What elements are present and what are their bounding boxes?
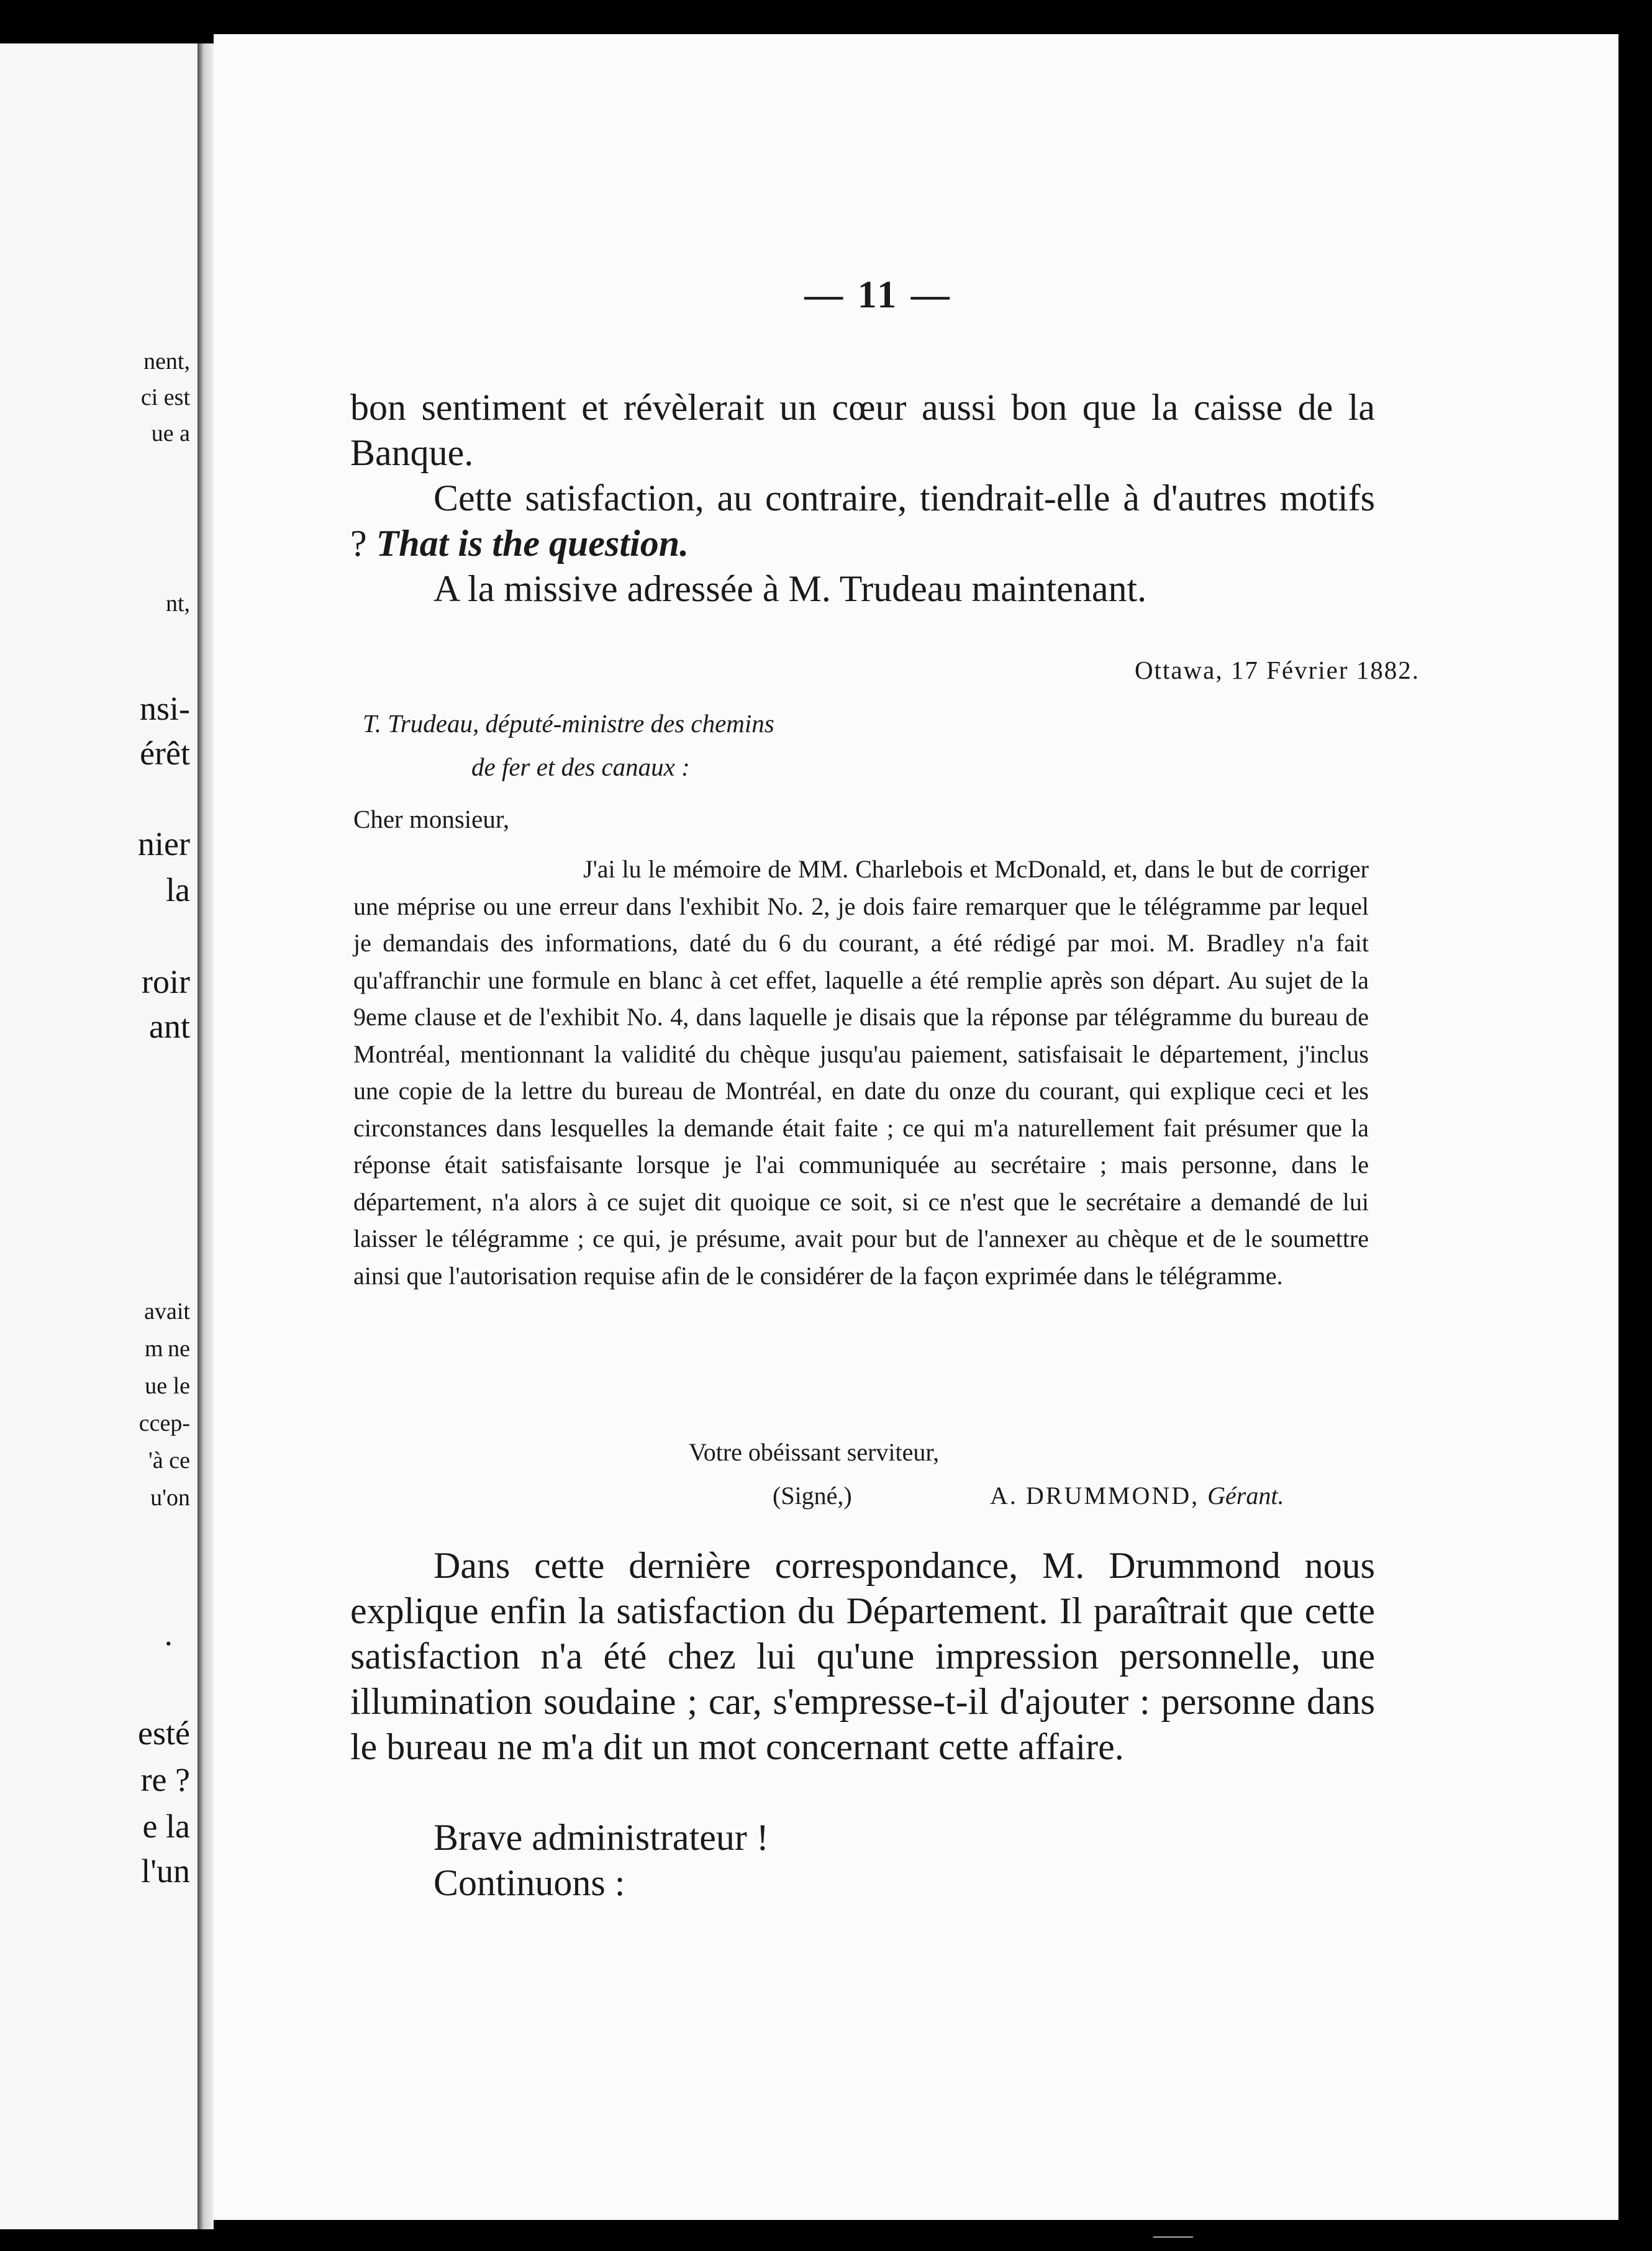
addressee-line-1: T. Trudeau, député-ministre des chemins	[363, 709, 774, 738]
facing-page-fragment: ant	[149, 1008, 190, 1045]
facing-page-fragment: ue a	[151, 420, 190, 446]
facing-page-fragment: ccep-	[138, 1410, 190, 1436]
facing-page-fragment: e la	[142, 1808, 190, 1845]
facing-page-fragment: ci est	[140, 384, 190, 410]
facing-page-fragment: esté	[138, 1714, 190, 1752]
facing-page-fragment: l'un	[141, 1852, 190, 1890]
addressee-line-2: de fer et des canaux :	[471, 753, 690, 781]
commentary-paragraph-2: Brave administrateur !	[433, 1817, 769, 1858]
facing-page-fragment: .	[164, 1615, 173, 1652]
signatory-title: Gérant.	[1207, 1482, 1284, 1510]
letter-salutation: Cher monsieur,	[353, 805, 510, 833]
facing-page-fragment: m ne	[144, 1336, 190, 1362]
facing-page-fragment: nier	[138, 825, 190, 863]
facing-page-fragment: roir	[142, 963, 190, 1000]
facing-page-fragment: érêt	[140, 735, 190, 772]
main-page	[214, 34, 1618, 2220]
facing-page-fragment: nent,	[143, 348, 190, 374]
intro-paragraph-3: A la missive adressée à M. Trudeau maintenant.	[433, 568, 1147, 609]
letter-date: Ottawa, 17 Février 1882.	[1134, 656, 1420, 684]
facing-page-fragment: 'à ce	[148, 1447, 190, 1474]
facing-page-fragment: ue le	[145, 1373, 190, 1399]
letter-closing: Votre obéissant serviteur,	[689, 1438, 940, 1466]
scan-artifact: ⸺	[1152, 2221, 1194, 2249]
commentary-paragraph-1: Dans cette dernière correspondance, M. Drummond nous explique enfin la satisfaction du Département. Il paraîtrait que cette satisfaction n'a été chez lui qu'une impression personnelle, une illumination soudaine ; car, s'empresse-t-il d'ajouter : personne dans le bureau ne m'a dit un mot concernant cette affaire.	[350, 1545, 1375, 1767]
facing-page-fragment: nt,	[165, 591, 190, 617]
intro-paragraph-2	[350, 476, 1375, 566]
facing-page-fragment: re ?	[140, 1761, 190, 1798]
signatory-name: A. DRUMMOND,	[990, 1482, 1200, 1510]
facing-page-fragment: avait	[144, 1298, 190, 1325]
facing-page	[0, 43, 197, 2229]
intro-paragraph-2-text: Cette satisfaction, au contraire, tiendrait-elle à d'autres motifs ?	[350, 478, 1375, 564]
question-emphasis: That is the question.	[376, 523, 689, 564]
signed-mark: (Signé,)	[773, 1482, 852, 1510]
letter-body: J'ai lu le mémoire de MM. Charlebois et McDonald, et, dans le but de corriger une méprise ou une erreur dans l'exhibit No. 2, je dois faire remarquer que le télégramme par lequel je demandais des informations, daté du 6 du courant, a été rédigé par moi. M. Bradley n'a fait qu'affranchir une formule en blanc à cet effet, laquelle a été remplie après son départ. Au sujet de la 9eme clause et de l'exhibit No. 4, dans laquelle je disais que la réponse par télégramme du bureau de Montréal, mentionnant la validité du chèque jusqu'au paiement, satisfaisait le département, j'inclus une copie de la lettre du bureau de Montréal, en date du onze du courant, qui explique ceci et les circonstances dans lesquelles la demande était faite ; ce qui m'a naturellement fait présumer que la réponse était satisfaisante lorsque je l'ai communiquée au secrétaire ; mais personne, dans le département, n'a alors à ce sujet dit quoique ce soit, si ce n'est que le secrétaire a demandé de lui laisser le télégramme ; ce qui, je présume, avait pour but de l'annexer au chèque et de le soumettre ainsi que l'autorisation requise afin de le considérer de la façon exprimée dans le télégramme.	[353, 855, 1369, 1290]
signatory	[990, 1481, 1284, 1510]
facing-page-fragment: u'on	[150, 1485, 190, 1511]
book-gutter	[197, 43, 214, 2229]
letter-addressee	[363, 702, 1108, 789]
commentary-paragraph-3: Continuons :	[433, 1862, 625, 1903]
intro-paragraph-1: bon sentiment et révèlerait un cœur aussi bon que la caisse de la Banque.	[350, 387, 1375, 473]
facing-page-fragment: la	[166, 871, 190, 908]
page-number: — 11 —	[804, 274, 952, 316]
facing-page-fragment: nsi-	[140, 690, 190, 727]
